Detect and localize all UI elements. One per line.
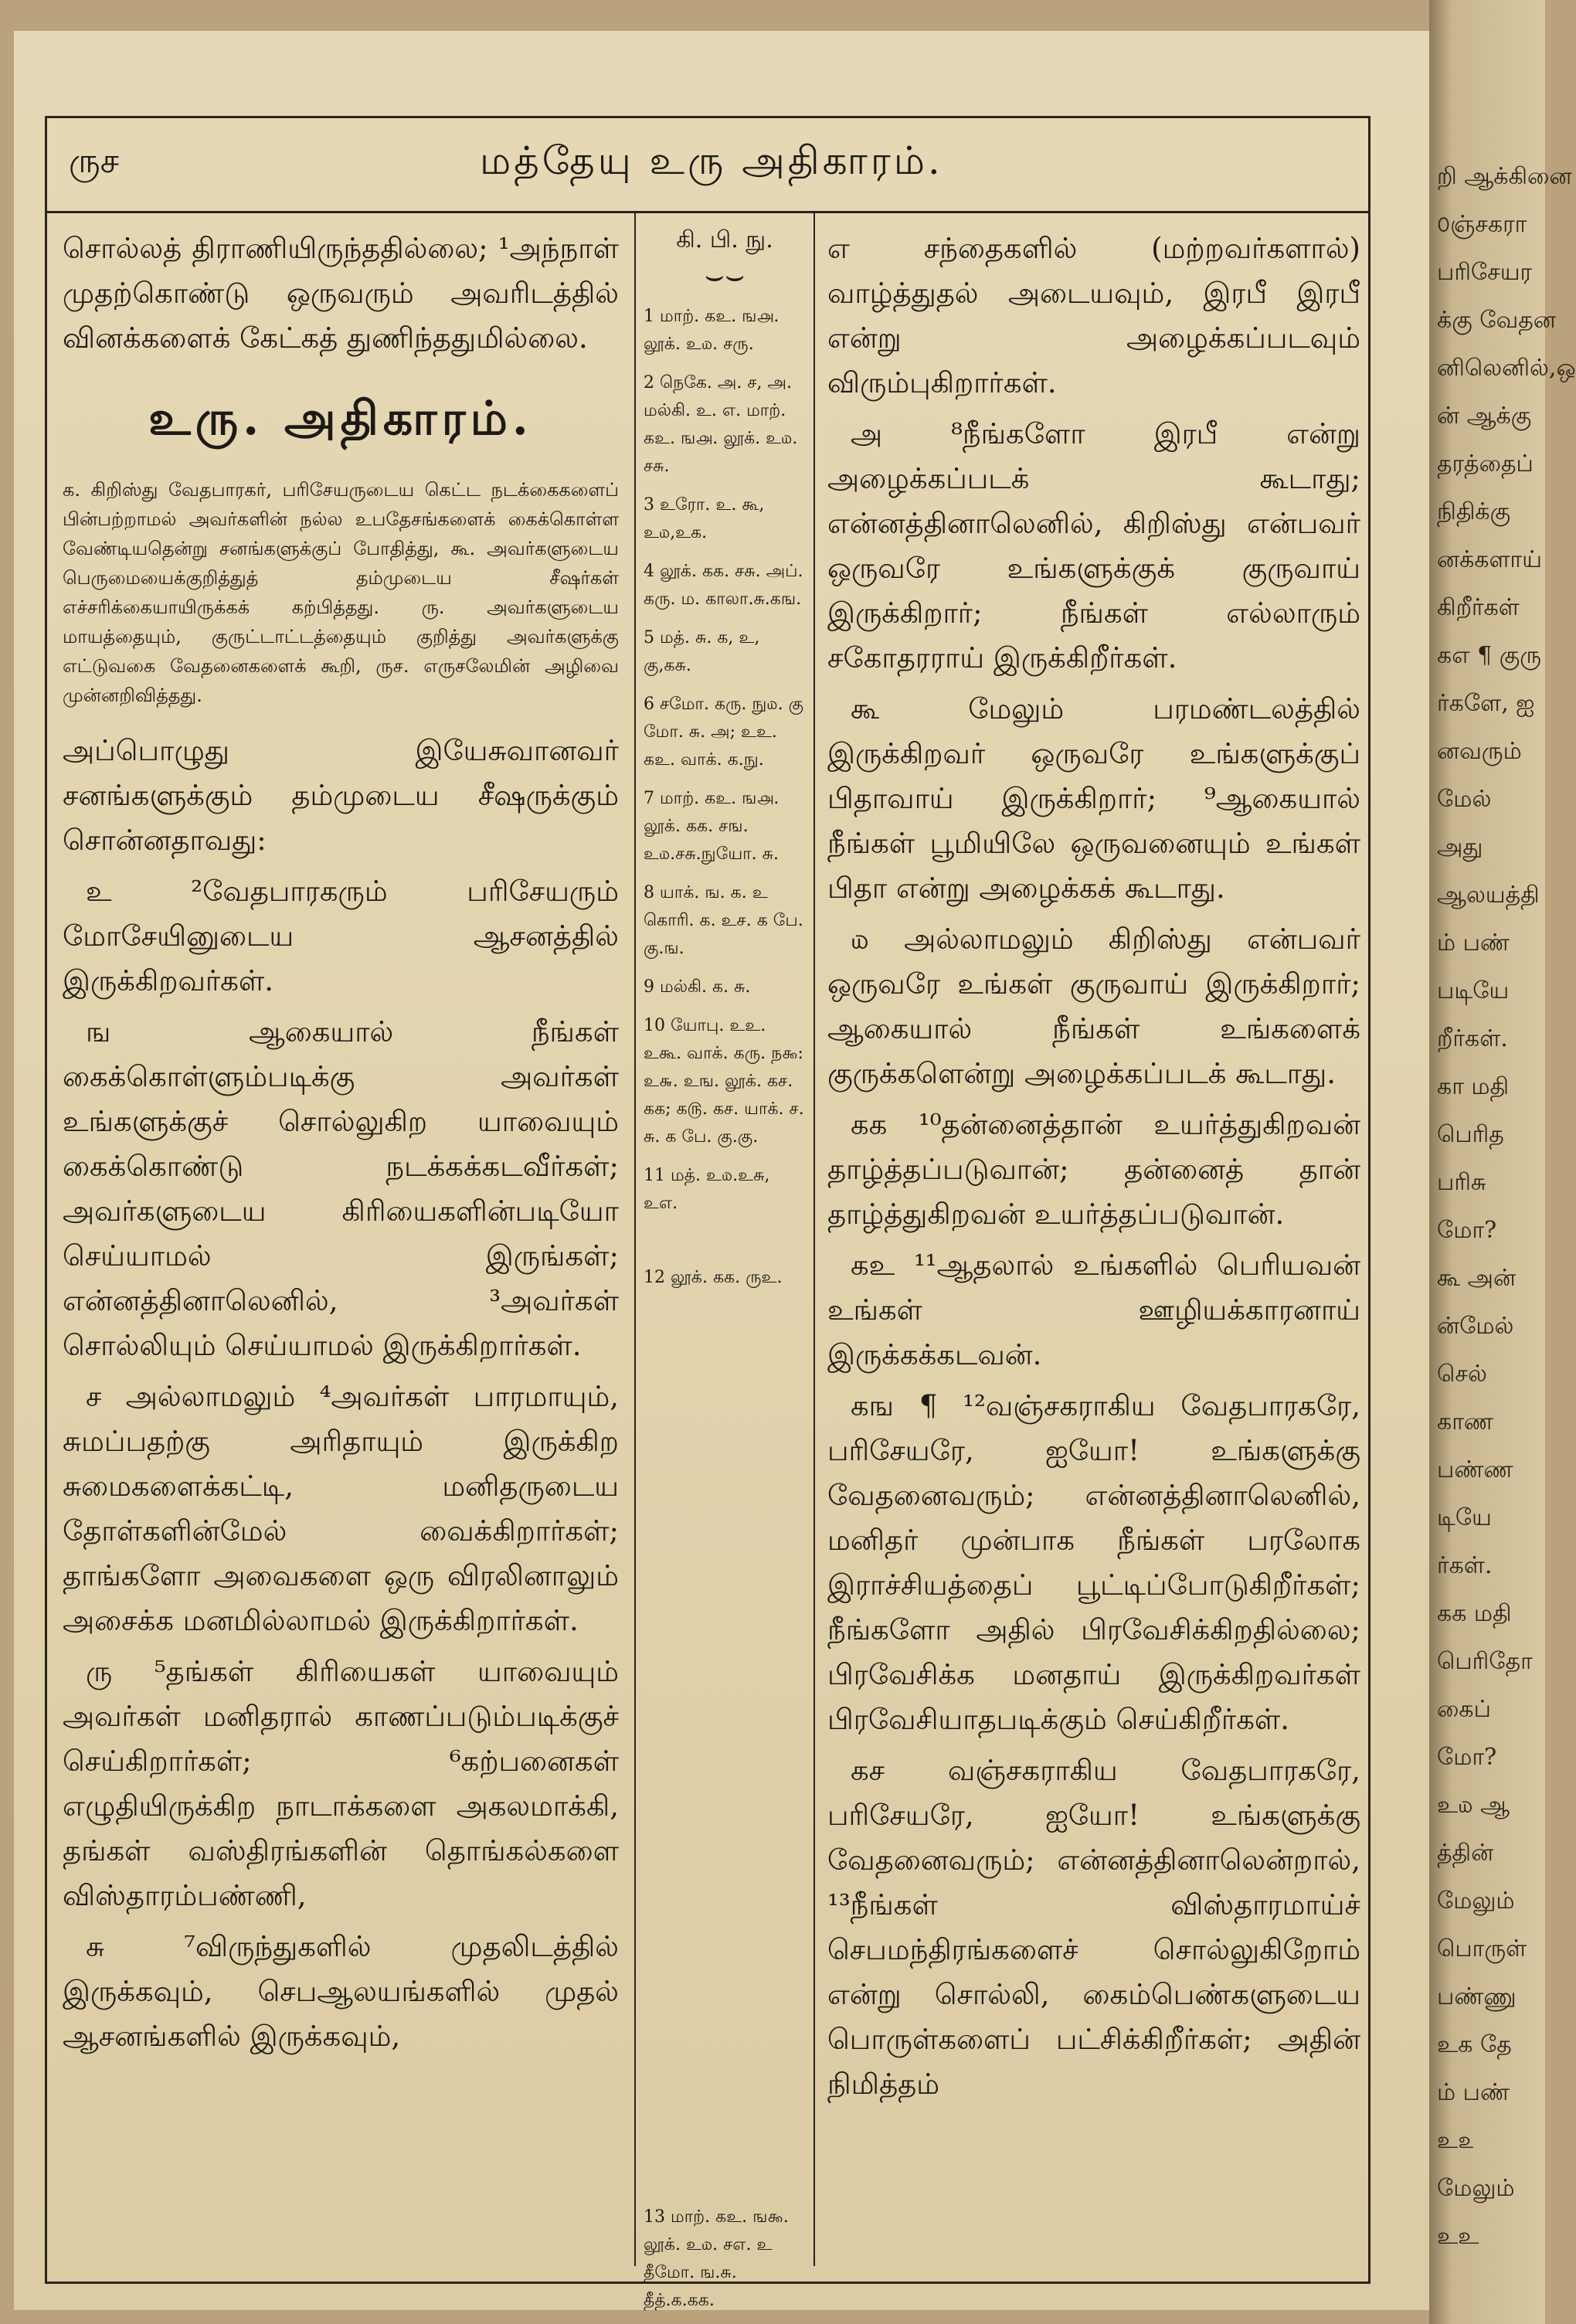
cross-reference: 8 யாக். ங. க. உ கொரி. க. உச. க பே. கு.ங. [644,883,803,958]
cross-reference: 4 லூக். கக. சசு. அப். கரு. ம. காலா.சு.கங. [644,562,803,609]
page-frame [45,116,1371,2310]
left-column [63,226,619,2065]
facing-page-fragment: உக தே [1437,2031,1512,2058]
facing-page-fragment: மேல் [1437,786,1492,813]
facing-page-fragment: அது [1437,834,1483,861]
facing-page-fragment: க்கு வேதன [1437,307,1556,334]
facing-page-fragment: ஆலயத்தி [1437,882,1540,909]
facing-page-fragment: கைப் [1437,1696,1491,1723]
verse-text: அ ⁸நீங்களோ இரபீ என்று அழைக்கப்படக் கூடாது; என்னத்தினாலெனில், கிறிஸ்து என்பவர் ஒருவரே உங்களுக்குக் குருவாய் இருக்கிறார்; நீங்கள் எல்லாரும் சகோதரராய் இருக்கிறீர்கள். [827,417,1360,674]
cross-reference-column [634,211,815,2310]
reference-heading: கி. பி. நு. [676,226,773,253]
facing-page-fragment: த்தின் [1437,1840,1494,1867]
facing-page-fragment: பெரித [1437,1121,1504,1148]
facing-page-fragment: ன்மேல் [1437,1313,1514,1340]
cross-reference: 3 உரோ. உ. கூ, உ௰,உக. [644,495,765,542]
facing-page-fragment: டியே [1437,1504,1492,1531]
cross-reference: 13 மாற். கஉ. ங௯. லூக். உ௰. சஎ. உ தீமோ. ங.சு. தீத்.க.கக. [644,2207,789,2310]
facing-page-fragment: பொருள் [1437,1935,1527,1962]
facing-page-fragment: ம் பண் [1437,929,1510,956]
right-column [827,226,1360,2113]
facing-page-fragment: கக மதி [1437,1600,1512,1627]
facing-page-fragment: றி ஆக்கினை [1437,163,1572,190]
facing-page-fragment: பரிசேயர [1437,259,1533,286]
cross-reference: 1 மாற். கஉ. ங௮. லூக். உ௰. சரு. [644,307,780,354]
facing-page-fragment: உ௰ ஆ [1437,1792,1510,1819]
facing-page-fragment: நிதிக்கு [1437,498,1511,525]
facing-page-fragment: கஎ ¶ குரு [1437,642,1542,669]
facing-page-fragment: தரத்தைப் [1437,450,1534,477]
book-page [14,31,1429,2310]
facing-page-fragment: செல் [1437,1361,1487,1388]
verse-text: கூ மேலும் பரமண்டலத்தில் இருக்கிறவர் ஒருவரே உங்களுக்குப் பிதாவாய் இருக்கிறார்; ⁹ஆகையால் நீங்கள் பூமியிலே ஒருவனையும் உங்கள் பிதா என்று அழைக்கக் கூடாது. [827,692,1360,905]
facing-page-fragment: ர்களே, ஐ [1437,690,1535,717]
ornament: ⌣⌣ [704,258,746,294]
facing-page-fragment: றீர்கள். [1437,1025,1508,1052]
cross-reference: 2 நெகே. அ. ச, அ. மல்கி. உ. எ. மாற். கஉ. ங௮. லூக். உ௰. சசு. [644,373,798,476]
page-header [47,118,1368,213]
facing-page-fragment: பரிசு [1437,1169,1486,1196]
facing-page-edge [1429,0,1576,2324]
verse-text: ரு ⁵தங்கள் கிரியைகள் யாவையும் அவர்கள் மனிதரால் காணப்படும்படிக்குச் செய்கிறார்கள்; ⁶கற்பனைகள் எழுதியிருக்கிற நாடாக்களை அகலமாக்கி, தங்கள் வஸ்திரங்களின் தொங்கல்களை விஸ்தாரம்பண்ணி, [63,1655,619,1912]
facing-page-fragment: கூ அன் [1437,1265,1517,1292]
verse-text: உ ²வேதபாரகரும் பரிசேயரும் மோசேயினுடைய ஆசனத்தில் இருக்கிறவர்கள். [63,875,619,997]
page-title: மத்தேயு உரு அதிகாரம். [480,138,943,183]
chapter-heading: உரு. அதிகாரம். [148,392,533,446]
facing-page-fragment: உஉ [1437,2223,1479,2250]
verse-text: ௰ அல்லாமலும் கிறிஸ்து என்பவர் ஒருவரே உங்கள் குருவாய் இருக்கிறார்; ஆகையால் நீங்கள் உங்களைக் குருக்களென்று அழைக்கப்படக் கூடாது. [827,922,1360,1090]
verse-text: கக ¹⁰தன்னைத்தான் உயர்த்துகிறவன் தாழ்த்தப்படுவான்; தன்னைத் தான் தாழ்த்துகிறவன் உயர்த்தப்படுவான். [827,1108,1360,1231]
verse-text: கச வஞ்சகராகிய வேதபாரகரே, பரிசேயரே, ஐயோ! உங்களுக்கு வேதனைவரும்; என்னத்தினாலென்றால், ¹³நீங்கள் விஸ்தாரமாய்ச் செபமந்திரங்களைச் சொல்லுகிறோம் என்று சொல்லி, கைம்பெண்களுடைய பொருள்களைப் பட்சிக்கிறீர்கள்; அதின் நிமித்தம் [827,1754,1360,2101]
facing-page-fragment: பண்ண [1437,1456,1513,1483]
facing-page-fragment: மேலும் [1437,1887,1515,1915]
verse-text: அப்பொழுது இயேசுவானவர் சனங்களுக்கும் தம்முடைய சீஷருக்கும் சொன்னதாவது: [63,734,619,857]
facing-page-fragment: உ௨ [1437,2127,1475,2154]
facing-page-fragment: ௦ஞ்சகரா [1437,211,1527,238]
cross-reference: 10 யோபு. உஉ. உகூ. வாக். கரு. ந௯: உ௬. உங. லூக். கச. கக; க௫. கச. யாக். ச. சு. க பே. கு.கு. [644,1016,804,1147]
verse-text: எ சந்தைகளில் (மற்றவர்களால்) வாழ்த்துதல் அடையவும், இரபீ இரபீ என்று அழைக்கப்படவும் விரும்புகிறார்கள். [827,232,1360,399]
cross-reference: 12 லூக். கக. ருஉ. [644,1268,783,1287]
facing-page-fragment: ம் பண் [1437,2079,1510,2106]
cross-reference: 6 சமோ. கரு. நு௰. கு மோ. சு. அ; உஉ. கஉ. வாக். க.நு. [644,695,804,770]
verse-text: சு ⁷விருந்துகளில் முதலிடத்தில் இருக்கவும், செபஆலயங்களில் முதல் ஆசனங்களில் இருக்கவும், [63,1930,619,2053]
facing-page-fragment: னவரும் [1437,738,1522,765]
facing-page-fragment: கிறீர்கள் [1437,594,1520,621]
cross-reference: 9 மல்கி. க. சு. [644,977,751,997]
cross-reference: 5 மத். சு. க, உ, கு,கசு. [644,628,760,675]
facing-page-fragment: கா மதி [1437,1073,1510,1100]
facing-page-fragment: னக்களாய் [1437,546,1542,573]
verse-text: சொல்லத் திராணியிருந்ததில்லை; ¹அந்நாள் முதற்கொண்டு ஒருவரும் அவரிடத்தில் வினக்களைக் கேட்கத் துணிந்ததுமில்லை. [63,232,619,355]
cross-reference: 7 மாற். கஉ. ங௮. லூக். கக. சங. உ௰.சசு.நுயோ. சு. [644,789,780,864]
facing-page-fragment: ர்கள். [1437,1552,1493,1579]
facing-page-fragment: மேலும் [1437,2175,1515,2202]
facing-page-fragment: ன் ஆக்கு [1437,403,1532,430]
chapter-summary: க. கிறிஸ்து வேதபாரகர், பரிசேயருடைய கெட்ட நடக்கைகளைப் பின்பற்றாமல் அவர்களின் நல்ல உபதேசங்களைக் கைக்கொள்ள வேண்டியதென்று சனங்களுக்குப் போதித்து, கூ. அவர்களுடைய பெருமையைக்குறித்துத் தம்முடைய சீஷர்கள் எச்சரிக்கையாயிருக்கக் கற்பித்தது. ரு. அவர்களுடைய மாயத்தையும், குருட்டாட்டத்தையும் குறித்து அவர்களுக்கு எட்டுவகை வேதனைகளைக் கூறி, ருச. எருசலேமின் அழிவை முன்னறிவித்தது. [63,479,619,706]
facing-page-fragment: காண [1437,1408,1494,1436]
facing-page-fragment: மோ? [1437,1217,1497,1244]
cross-reference: 11 மத். உ௰.உசு, உஎ. [644,1166,770,1213]
verse-text: கஉ ¹¹ஆதலால் உங்களில் பெரியவன் உங்கள் ஊழியக்காரனாய் இருக்கக்கடவன். [827,1249,1360,1371]
facing-page-fragment: படியே [1437,977,1510,1004]
page-number: ருச [69,141,120,181]
facing-page-fragment: பெரிதோ [1437,1648,1533,1675]
verse-text: ச அல்லாமலும் ⁴அவர்கள் பாரமாயும், சுமப்பதற்கு அரிதாயும் இருக்கிற சுமைகளைக்கட்டி, மனிதருடைய தோள்களின்மேல் வைக்கிறார்கள்; தாங்களோ அவைகளை ஒரு விரலினாலும் அசைக்க மனமில்லாமல் இருக்கிறார்கள். [63,1380,619,1637]
facing-page-fragment: பண்ணு [1437,1983,1517,2010]
facing-page-fragment: னிலெனில்,ஒ [1437,355,1576,382]
verse-text: கங ¶ ¹²வஞ்சகராகிய வேதபாரகரே, பரிசேயரே, ஐயோ! உங்களுக்கு வேதனைவரும்; என்னத்தினாலெனில், மனிதர் முன்பாக நீங்கள் பரலோக இராச்சியத்தைப் பூட்டிப்போடுகிறீர்கள்; நீங்களோ அதில் பிரவேசிக்கிறதில்லை; பிரவேசிக்க மனதாய் இருக்கிறவர்கள் பிரவேசியாதபடிக்கும் செய்கிறீர்கள். [827,1389,1360,1736]
facing-page-fragment: மோ? [1437,1744,1497,1771]
verse-text: ங ஆகையால் நீங்கள் கைக்கொள்ளும்படிக்கு அவர்கள் உங்களுக்குச் சொல்லுகிற யாவையும் கைக்கொண்டு நடக்கக்கடவீர்கள்; அவர்களுடைய கிரியைகளின்படியோ செய்யாமல் இருங்கள்; என்னத்தினாலெனில், ³அவர்கள் சொல்லியும் செய்யாமல் இருக்கிறார்கள். [63,1015,619,1362]
